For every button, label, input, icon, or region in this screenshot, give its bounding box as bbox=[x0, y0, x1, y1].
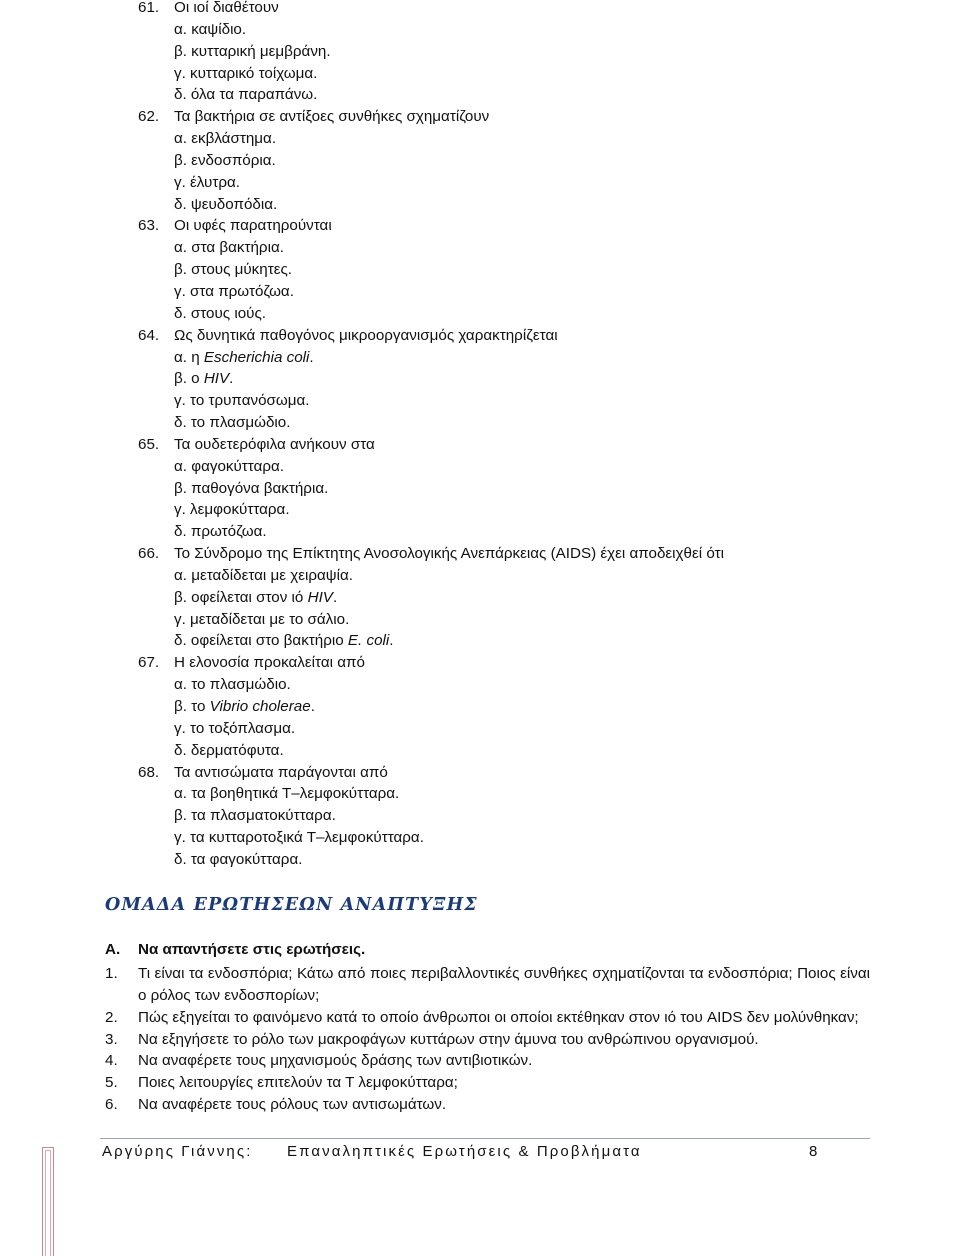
question-67 bbox=[138, 652, 724, 674]
open-question bbox=[105, 1094, 870, 1116]
question-text: Το Σύνδρομο της Επίκτητης Ανοσολογικής Ανεπάρκειας (AIDS) έχει αποδειχθεί ότι bbox=[174, 545, 724, 563]
question-list bbox=[138, 0, 724, 871]
answer-option bbox=[138, 805, 724, 827]
option-text: . bbox=[389, 632, 394, 650]
answer-option bbox=[138, 172, 724, 194]
answer-option bbox=[138, 84, 724, 106]
option-italic-term: HIV bbox=[203, 370, 230, 388]
answer-option bbox=[138, 587, 724, 609]
option-italic-term: Escherichia coli bbox=[203, 348, 310, 366]
option-text: δ. το πλασμώδιο. bbox=[174, 414, 291, 432]
answer-option bbox=[138, 128, 724, 150]
answer-option bbox=[138, 237, 724, 259]
option-text: . bbox=[229, 370, 234, 388]
answer-option bbox=[138, 696, 724, 718]
option-text: δ. οφείλεται στο βακτήριο bbox=[174, 632, 348, 650]
multiple-choice-block bbox=[138, 0, 724, 871]
answer-option bbox=[138, 63, 724, 85]
option-text: δ. στους ιούς. bbox=[174, 304, 267, 322]
question-number: 67. bbox=[138, 654, 160, 672]
part-label: Α. bbox=[105, 941, 121, 958]
section-title: ΟΜΑΔΑ ΕΡΩΤΗΣΕΩΝ ΑΝΑΠΤΥΞΗΣ bbox=[105, 895, 478, 915]
option-text: β. το bbox=[174, 698, 210, 715]
open-question bbox=[105, 963, 870, 1007]
option-text: β. ο bbox=[174, 370, 204, 388]
question-61 bbox=[138, 0, 724, 19]
option-text: α. το πλασμώδιο. bbox=[174, 676, 291, 694]
question-text: Η ελονοσία προκαλείται από bbox=[174, 654, 365, 672]
open-question-text: Τι είναι τα ενδοσπόρια; Κάτω από ποιες περιβαλλοντικές συνθήκες σχηματίζονται τα ενδοσπόρια; Ποιος είναι ο ρόλος των ενδοσπορίων; bbox=[138, 965, 870, 1004]
answer-option bbox=[138, 609, 724, 631]
option-text: γ. λεμφοκύτταρα. bbox=[174, 501, 290, 519]
answer-option bbox=[138, 827, 724, 849]
answer-option bbox=[138, 630, 724, 652]
answer-option bbox=[138, 478, 724, 500]
page-corner-ornament bbox=[42, 1147, 54, 1256]
question-text: Τα ουδετερόφιλα ανήκουν στα bbox=[174, 435, 375, 453]
option-text: δ. πρωτόζωα. bbox=[174, 523, 267, 541]
question-text: Οι ιοί διαθέτουν bbox=[174, 0, 279, 16]
part-heading bbox=[105, 941, 365, 958]
option-text: γ. κυτταρικό τοίχωμα. bbox=[174, 64, 318, 82]
question-text: Οι υφές παρατηρούνται bbox=[174, 217, 332, 235]
open-question-number: 4. bbox=[105, 1052, 118, 1070]
answer-option bbox=[138, 783, 724, 805]
open-question bbox=[105, 1072, 870, 1094]
option-text: β. κυτταρική μεμβράνη. bbox=[174, 42, 331, 60]
open-question-text: Να αναφέρετε τους μηχανισμούς δράσης των αντιβιοτικών. bbox=[138, 1052, 533, 1070]
question-62 bbox=[138, 106, 724, 128]
option-italic-term: Vibrio cholerae bbox=[209, 698, 311, 715]
answer-option bbox=[138, 521, 724, 543]
open-question-number: 5. bbox=[105, 1074, 118, 1092]
option-text: δ. όλα τα παραπάνω. bbox=[174, 86, 318, 104]
answer-option bbox=[138, 499, 724, 521]
option-text: . bbox=[309, 348, 314, 366]
option-text: δ. δερματόφυτα. bbox=[174, 741, 284, 759]
option-text: . bbox=[332, 588, 338, 606]
open-question-number: 6. bbox=[105, 1096, 118, 1114]
open-question-text: Να αναφέρετε τους ρόλους των αντισωμάτων. bbox=[138, 1096, 447, 1114]
answer-option bbox=[138, 347, 724, 369]
open-question bbox=[105, 1050, 870, 1072]
question-number: 64. bbox=[138, 326, 160, 344]
option-text: β. παθογόνα βακτήρια. bbox=[174, 479, 329, 497]
option-text: δ. ψευδοπόδια. bbox=[174, 195, 278, 213]
answer-option bbox=[138, 259, 724, 281]
answer-option bbox=[138, 565, 724, 587]
open-question-number: 2. bbox=[105, 1008, 118, 1026]
question-number: 68. bbox=[138, 763, 160, 781]
option-text: α. η bbox=[174, 348, 204, 366]
answer-option bbox=[138, 456, 724, 478]
footer-title: Επαναληπτικές Ερωτήσεις & Προβλήματα bbox=[287, 1143, 642, 1160]
open-question-text: Ποιες λειτουργίες επιτελούν τα Τ λεμφοκύτταρα; bbox=[138, 1074, 458, 1092]
answer-option bbox=[138, 412, 724, 434]
answer-option bbox=[138, 41, 724, 63]
option-text: β. στους μύκητες. bbox=[174, 261, 293, 279]
answer-option bbox=[138, 281, 724, 303]
page-footer bbox=[102, 1143, 818, 1160]
question-number: 61. bbox=[138, 0, 160, 16]
answer-option bbox=[138, 740, 724, 762]
option-italic-term: E. coli bbox=[347, 632, 390, 650]
option-text: α. τα βοηθητικά Τ–λεμφοκύτταρα. bbox=[174, 785, 400, 803]
answer-option bbox=[138, 150, 724, 172]
question-63 bbox=[138, 215, 724, 237]
question-number: 65. bbox=[138, 435, 160, 453]
part-title: Να απαντήσετε στις ερωτήσεις. bbox=[138, 941, 366, 958]
question-64 bbox=[138, 325, 724, 347]
option-text: γ. στα πρωτόζωα. bbox=[174, 282, 294, 300]
open-question bbox=[105, 1029, 870, 1051]
footer-author: Αργύρης Γιάννης: bbox=[102, 1143, 253, 1160]
question-text: Τα βακτήρια σε αντίξοες συνθήκες σχηματίζουν bbox=[174, 108, 490, 126]
option-text: β. ενδοσπόρια. bbox=[174, 151, 276, 169]
answer-option bbox=[138, 390, 724, 412]
option-text: γ. τα κυτταροτοξικά Τ–λεμφοκύτταρα. bbox=[174, 829, 424, 847]
option-text: γ. το τοξόπλασμα. bbox=[174, 719, 296, 737]
answer-option bbox=[138, 674, 724, 696]
option-text: . bbox=[310, 698, 315, 715]
open-question-number: 3. bbox=[105, 1030, 118, 1048]
question-68 bbox=[138, 762, 724, 784]
option-text: α. φαγοκύτταρα. bbox=[174, 457, 284, 475]
footer-divider bbox=[100, 1138, 870, 1139]
answer-option bbox=[138, 849, 724, 871]
open-question-text: Πώς εξηγείται το φαινόμενο κατά το οποίο άνθρωποι οι οποίοι εκτέθηκαν στον ιό του AIDS δεν μολύνθηκαν; bbox=[138, 1008, 859, 1026]
option-text: γ. μεταδίδεται με το σάλιο. bbox=[174, 610, 350, 628]
question-number: 66. bbox=[138, 545, 160, 563]
answer-option bbox=[138, 368, 724, 390]
answer-option bbox=[138, 19, 724, 41]
option-text: γ. το τρυπανόσωμα. bbox=[174, 392, 310, 410]
answer-option bbox=[138, 718, 724, 740]
option-text: α. μεταδίδεται με χειραψία. bbox=[174, 566, 353, 584]
question-66 bbox=[138, 543, 724, 565]
option-text: γ. έλυτρα. bbox=[174, 173, 240, 191]
question-number: 63. bbox=[138, 217, 160, 235]
open-question-text: Να εξηγήσετε το ρόλο των μακροφάγων κυττάρων στην άμυνα του ανθρώπινου οργανισμού. bbox=[138, 1030, 759, 1048]
question-text: Ως δυνητικά παθογόνος μικροοργανισμός χαρακτηρίζεται bbox=[174, 326, 558, 344]
option-text: β. τα πλασματοκύτταρα. bbox=[174, 807, 336, 825]
question-text: Τα αντισώματα παράγονται από bbox=[174, 763, 388, 781]
option-text: δ. τα φαγοκύτταρα. bbox=[174, 850, 303, 868]
answer-option bbox=[138, 303, 724, 325]
page-number: 8 bbox=[809, 1143, 818, 1160]
answer-option bbox=[138, 194, 724, 216]
option-text: α. εκβλάστημα. bbox=[174, 130, 277, 148]
question-65 bbox=[138, 434, 724, 456]
option-text: α. καψίδιο. bbox=[174, 20, 247, 38]
open-question bbox=[105, 1007, 870, 1029]
option-text: α. στα βακτήρια. bbox=[174, 239, 284, 257]
open-question-number: 1. bbox=[105, 965, 118, 982]
option-text: β. οφείλεται στον ιό bbox=[174, 588, 308, 606]
question-number: 62. bbox=[138, 108, 160, 126]
option-italic-term: HIV bbox=[307, 588, 333, 606]
open-questions-list bbox=[105, 963, 870, 1116]
